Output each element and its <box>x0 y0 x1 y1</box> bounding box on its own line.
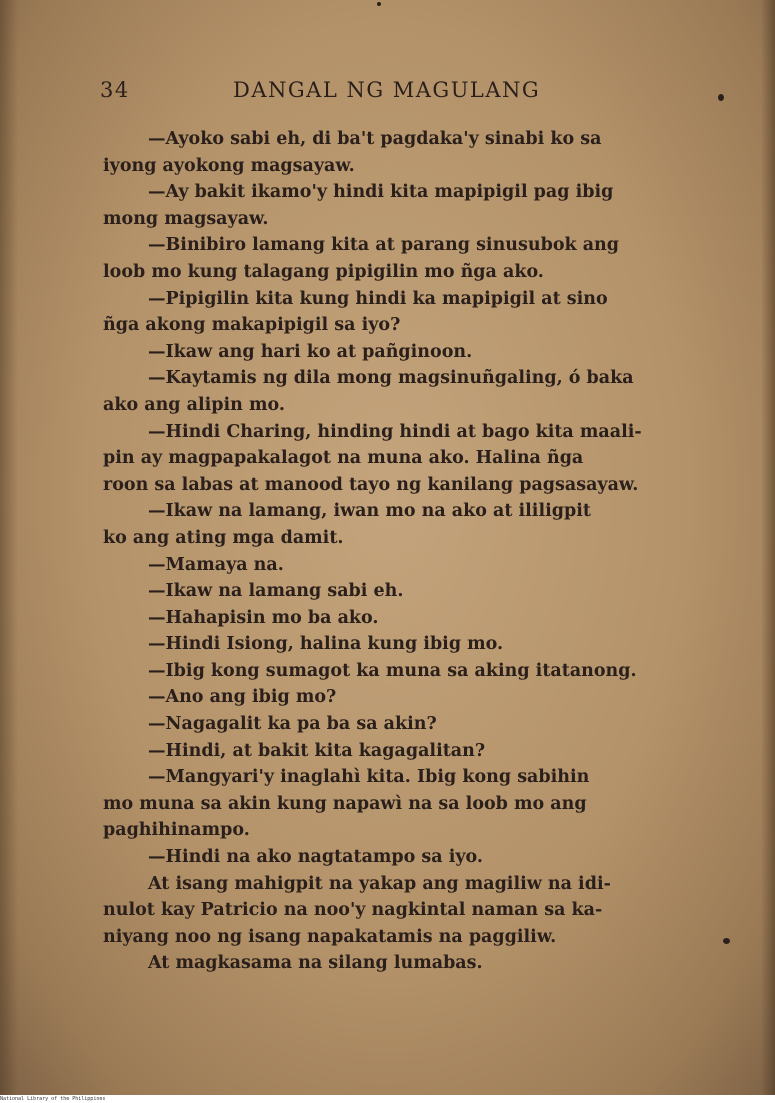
text-line: mong magsayaw. <box>103 208 269 229</box>
page-number: 34 <box>100 78 130 102</box>
text-line: —Hindi na ako nagtatampo sa iyo. <box>148 847 483 868</box>
ink-speck <box>718 94 724 101</box>
text-line: —Hahapisin mo ba ako. <box>148 607 379 628</box>
text-line: iyong ayokong magsayaw. <box>103 155 355 176</box>
text-line: ko ang ating mga damit. <box>103 527 344 548</box>
text-line: mo muna sa akin kung napawì na sa loob mo ang <box>103 793 587 814</box>
text-line: ñga akong makapipigil sa iyo? <box>103 315 401 336</box>
text-line: ako ang alipin mo. <box>103 394 285 415</box>
text-line: —Mamaya na. <box>148 554 284 575</box>
text-line: —Ikaw na lamang sabi eh. <box>148 581 404 602</box>
page-header <box>100 78 680 108</box>
text-line: At magkasama na silang lumabas. <box>148 953 483 974</box>
text-line: —Hindi Isiong, halina kung ibig mo. <box>148 634 504 655</box>
text-line: —Binibiro lamang kita at parang sinusubok ang <box>148 235 620 256</box>
ink-speck <box>723 938 730 944</box>
text-line: roon sa labas at manood tayo ng kanilang pagsasayaw. <box>103 474 639 495</box>
text-line: pin ay magpapakalagot na muna ako. Halina ñga <box>103 448 584 469</box>
text-line: —Ayoko sabi eh, di ba't pagdaka'y sinabi ko sa <box>148 129 602 149</box>
text-line: —Hindi, at bakit kita kagagalitan? <box>148 740 486 761</box>
ink-speck <box>377 2 381 6</box>
body-text <box>103 126 688 977</box>
running-title: DANGAL NG MAGULANG <box>233 78 541 102</box>
text-line: —Hindi Charing, hinding hindi at bago kita maali- <box>148 421 642 442</box>
text-line: —Pipigilin kita kung hindi ka mapipigil at sino <box>148 288 608 309</box>
text-line: —Kaytamis ng dila mong magsinuñgaling, ó baka <box>148 368 634 389</box>
text-line: At isang mahigpit na yakap ang magiliw na idi- <box>148 873 611 894</box>
footer-credit: National Library of the Philippines <box>0 1095 775 1103</box>
page-shadow-right <box>761 0 775 1095</box>
text-line: —Ibig kong sumagot ka muna sa aking itatanong. <box>148 660 637 681</box>
text-line: —Nagagalit ka pa ba sa akin? <box>148 714 437 735</box>
page-shadow-left <box>0 0 18 1095</box>
text-line: —Ay bakit ikamo'y hindi kita mapipigil pag ibig <box>148 182 614 203</box>
text-line: nulot kay Patricio na noo'y nagkintal naman sa ka- <box>103 900 603 921</box>
text-line: niyang noo ng isang napakatamis na paggiliw. <box>103 926 557 947</box>
text-line: —Ikaw ang hari ko at pañginoon. <box>148 341 473 362</box>
text-line: —Mangyari'y inaglahì kita. Ibig kong sabihin <box>148 767 590 788</box>
text-line: paghihinampo. <box>103 820 250 841</box>
text-line: loob mo kung talagang pipigilin mo ñga ako. <box>103 261 544 282</box>
text-line: —Ikaw na lamang, iwan mo na ako at ililigpit <box>148 501 591 522</box>
text-line: —Ano ang ibig mo? <box>148 687 337 708</box>
